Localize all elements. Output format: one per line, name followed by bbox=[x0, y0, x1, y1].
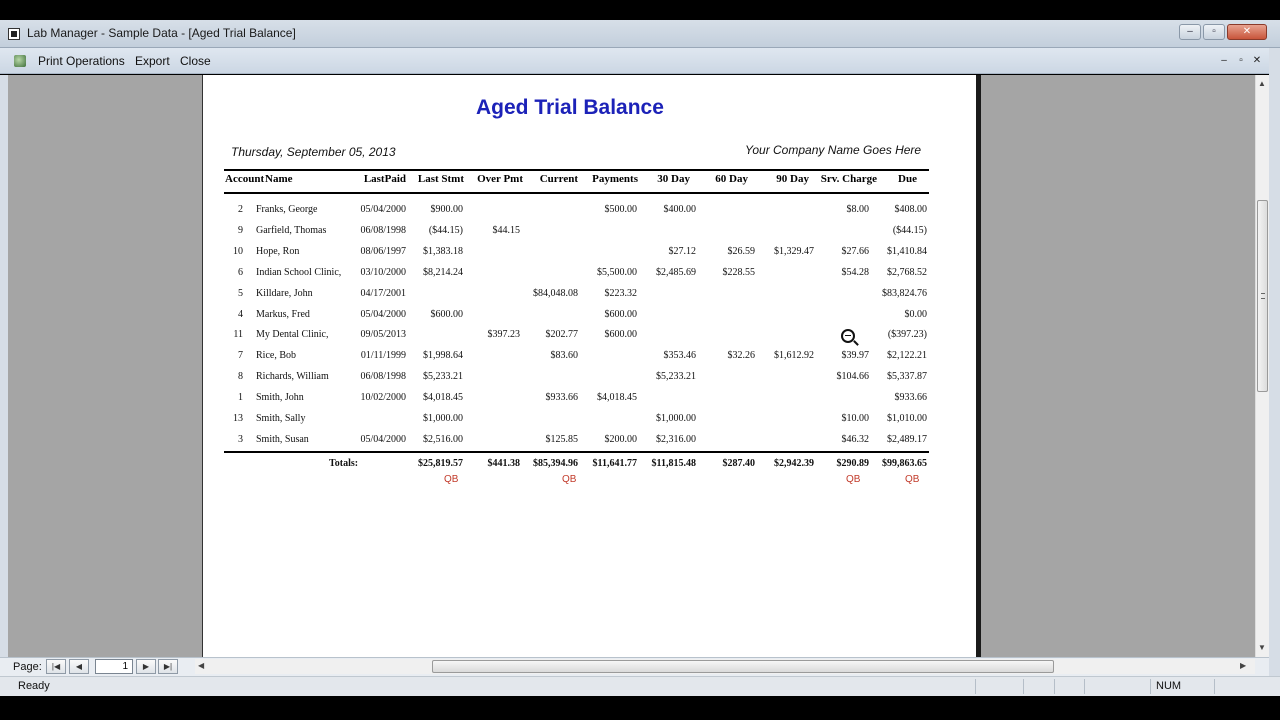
table-cell: $2,768.52 bbox=[887, 266, 927, 278]
qb-marker: QB bbox=[562, 474, 577, 485]
child-minimize-button[interactable]: – bbox=[1221, 55, 1227, 66]
table-cell: Killdare, John bbox=[256, 287, 313, 299]
table-cell: Smith, John bbox=[256, 392, 304, 404]
scroll-up-icon[interactable]: ▲ bbox=[1258, 79, 1266, 88]
table-cell: 10/02/2000 bbox=[360, 392, 406, 404]
status-pane bbox=[1023, 679, 1024, 694]
status-pane bbox=[975, 679, 976, 694]
table-cell: $83,824.76 bbox=[882, 287, 927, 299]
column-header: Last Stmt bbox=[417, 173, 464, 185]
status-bar bbox=[0, 676, 1280, 696]
table-cell: $5,500.00 bbox=[597, 266, 637, 278]
table-cell: $500.00 bbox=[604, 204, 637, 215]
table-cell: $84,048.08 bbox=[533, 287, 578, 299]
header-rule-bottom bbox=[224, 192, 929, 194]
qb-marker: QB bbox=[846, 474, 861, 485]
table-cell: Markus, Fred bbox=[256, 308, 310, 320]
totals-value: $85,394.96 bbox=[533, 458, 578, 469]
table-cell: $202.77 bbox=[545, 329, 578, 341]
next-page-button[interactable]: ▶ bbox=[136, 659, 156, 674]
menu-close[interactable]: Close bbox=[180, 54, 211, 68]
table-cell: $2,316.00 bbox=[656, 433, 696, 445]
zoom-cursor-icon bbox=[841, 329, 855, 343]
totals-value: $2,942.39 bbox=[774, 458, 814, 469]
page-number-input[interactable]: 1 bbox=[95, 659, 133, 674]
qb-marker: QB bbox=[905, 474, 920, 485]
column-header: 60 Day bbox=[715, 173, 748, 185]
qb-marker: QB bbox=[444, 474, 459, 485]
horizontal-scroll-thumb[interactable] bbox=[432, 660, 1054, 673]
table-cell: ($397.23) bbox=[887, 329, 927, 341]
table-cell: $26.59 bbox=[727, 245, 755, 257]
table-cell: 08/06/1997 bbox=[360, 245, 406, 257]
table-cell: 10 bbox=[233, 245, 243, 257]
status-ready: Ready bbox=[18, 680, 50, 692]
column-header: Account bbox=[225, 173, 265, 185]
totals-rule bbox=[224, 451, 929, 453]
table-cell: $900.00 bbox=[430, 204, 463, 215]
table-cell: $5,337.87 bbox=[887, 371, 927, 383]
grip-icon bbox=[1261, 293, 1265, 299]
totals-value: $99,863.65 bbox=[882, 458, 927, 469]
table-cell: $1,000.00 bbox=[423, 413, 463, 424]
report-page bbox=[202, 75, 976, 657]
table-cell: $0.00 bbox=[904, 308, 927, 320]
table-cell: $54.28 bbox=[841, 266, 869, 278]
table-cell: $600.00 bbox=[604, 308, 637, 320]
num-lock-indicator: NUM bbox=[1156, 680, 1182, 692]
menu-bar bbox=[0, 48, 1280, 74]
page-shadow bbox=[976, 75, 981, 657]
child-restore-button[interactable]: ▫ bbox=[1239, 55, 1243, 66]
table-cell: 04/17/2001 bbox=[360, 287, 406, 299]
table-cell: $5,233.21 bbox=[656, 371, 696, 383]
table-cell: $44.15 bbox=[492, 224, 520, 236]
vertical-scroll-thumb[interactable] bbox=[1257, 200, 1268, 392]
child-close-button[interactable]: ✕ bbox=[1252, 55, 1262, 66]
window-border bbox=[1269, 48, 1280, 720]
table-cell: $228.55 bbox=[722, 266, 755, 278]
totals-value: $25,819.57 bbox=[418, 458, 463, 469]
totals-value: $287.40 bbox=[722, 458, 755, 469]
status-pane bbox=[1054, 679, 1055, 694]
first-page-button[interactable]: |◀ bbox=[46, 659, 66, 674]
table-cell: $933.66 bbox=[894, 392, 927, 404]
table-cell: $83.60 bbox=[550, 350, 578, 362]
table-cell: 8 bbox=[238, 371, 243, 383]
table-cell: $2,489.17 bbox=[887, 433, 927, 445]
column-header: LastPaid bbox=[363, 173, 406, 185]
table-cell: $125.85 bbox=[545, 433, 578, 445]
previous-page-button[interactable]: ◀ bbox=[69, 659, 89, 674]
status-pane bbox=[1150, 679, 1151, 694]
table-cell: $600.00 bbox=[430, 308, 463, 320]
totals-label: Totals: bbox=[329, 458, 359, 469]
column-header: Over Pmt bbox=[477, 173, 523, 185]
app-icon[interactable] bbox=[8, 28, 20, 40]
table-cell: Richards, William bbox=[256, 371, 329, 383]
table-cell: Hope, Ron bbox=[256, 245, 300, 257]
table-cell: $2,122.21 bbox=[887, 350, 927, 362]
table-cell: 06/08/1998 bbox=[360, 371, 406, 383]
table-cell: 03/10/2000 bbox=[360, 266, 406, 278]
table-cell: $27.12 bbox=[668, 245, 696, 257]
table-cell: $408.00 bbox=[894, 204, 927, 215]
table-cell: $1,010.00 bbox=[887, 413, 927, 424]
table-cell: $27.66 bbox=[841, 245, 869, 257]
table-cell: $1,612.92 bbox=[774, 350, 814, 362]
table-cell: $600.00 bbox=[604, 329, 637, 341]
column-header: Payments bbox=[592, 173, 638, 185]
header-rule-top bbox=[224, 169, 929, 171]
table-cell: Smith, Susan bbox=[256, 433, 309, 445]
minimize-button[interactable]: – bbox=[1179, 24, 1201, 40]
table-cell: 11 bbox=[233, 329, 243, 341]
table-cell: 13 bbox=[233, 413, 243, 424]
table-cell: Indian School Clinic, bbox=[256, 266, 342, 278]
table-cell: 05/04/2000 bbox=[360, 433, 406, 445]
table-cell: $200.00 bbox=[604, 433, 637, 445]
table-cell: $1,329.47 bbox=[774, 245, 814, 257]
table-cell: 01/11/1999 bbox=[360, 350, 406, 362]
close-window-button[interactable]: ✕ bbox=[1227, 24, 1267, 40]
totals-value: $290.89 bbox=[836, 458, 869, 469]
window-titlebar bbox=[0, 20, 1280, 48]
table-cell: $400.00 bbox=[663, 204, 696, 215]
column-header: Name bbox=[265, 173, 293, 185]
document-icon[interactable] bbox=[14, 55, 26, 67]
table-cell: ($44.15) bbox=[892, 224, 927, 236]
table-cell: 5 bbox=[238, 287, 243, 299]
table-cell: $46.32 bbox=[841, 433, 869, 445]
column-header: Due bbox=[898, 173, 917, 185]
horizontal-scrollbar[interactable] bbox=[195, 659, 1255, 674]
table-cell: $353.46 bbox=[663, 350, 696, 362]
column-header: Srv. Charge bbox=[820, 173, 877, 185]
table-cell: $4,018.45 bbox=[423, 392, 463, 404]
totals-value: $11,815.48 bbox=[651, 458, 696, 469]
column-header: 90 Day bbox=[776, 173, 809, 185]
totals-value: $11,641.77 bbox=[592, 458, 637, 469]
scroll-right-icon[interactable]: ▶ bbox=[1240, 661, 1247, 670]
table-cell: 09/05/2013 bbox=[360, 329, 406, 341]
table-cell: 6 bbox=[238, 266, 243, 278]
table-cell: Rice, Bob bbox=[256, 350, 296, 362]
last-page-button[interactable]: ▶| bbox=[158, 659, 178, 674]
table-cell: $10.00 bbox=[841, 413, 869, 424]
table-cell: $32.26 bbox=[727, 350, 755, 362]
table-cell: 3 bbox=[238, 433, 243, 445]
table-cell: $39.97 bbox=[841, 350, 869, 362]
table-cell: $2,516.00 bbox=[423, 433, 463, 445]
table-cell: 1 bbox=[238, 392, 243, 404]
totals-value: $441.38 bbox=[487, 458, 520, 469]
menu-export[interactable]: Export bbox=[135, 54, 170, 68]
table-cell: $8.00 bbox=[846, 204, 869, 215]
table-cell: $1,998.64 bbox=[423, 350, 463, 362]
company-name: Your Company Name Goes Here bbox=[745, 143, 922, 157]
screen-bottom-edge bbox=[0, 696, 1280, 720]
table-cell: $2,485.69 bbox=[656, 266, 696, 278]
table-cell: 9 bbox=[238, 224, 243, 236]
column-header: Current bbox=[539, 173, 578, 185]
table-cell: 05/04/2000 bbox=[360, 308, 406, 320]
table-cell: 05/04/2000 bbox=[360, 204, 406, 215]
table-cell: $1,410.84 bbox=[887, 245, 927, 257]
table-cell: $933.66 bbox=[545, 392, 578, 404]
page-label: Page: bbox=[13, 661, 42, 673]
table-cell: $397.23 bbox=[487, 329, 520, 341]
table-cell: 2 bbox=[238, 204, 243, 215]
table-cell: $5,233.21 bbox=[423, 371, 463, 383]
table-cell: ($44.15) bbox=[428, 224, 463, 236]
table-cell: $104.66 bbox=[836, 371, 869, 383]
table-cell: Garfield, Thomas bbox=[256, 224, 327, 236]
table-cell: 7 bbox=[238, 350, 243, 362]
report-title: Aged Trial Balance bbox=[476, 96, 664, 119]
status-pane bbox=[1084, 679, 1085, 694]
scroll-left-icon[interactable]: ◀ bbox=[198, 661, 205, 670]
table-cell: $1,000.00 bbox=[656, 413, 696, 424]
table-cell: $4,018.45 bbox=[597, 392, 637, 404]
table-cell: $1,383.18 bbox=[423, 245, 463, 257]
menu-print-operations[interactable]: Print Operations bbox=[38, 54, 125, 68]
table-cell: My Dental Clinic, bbox=[256, 329, 329, 341]
report-date: Thursday, September 05, 2013 bbox=[231, 145, 396, 159]
table-cell: Smith, Sally bbox=[256, 413, 306, 424]
table-cell: 06/08/1998 bbox=[360, 224, 406, 236]
window-title: Lab Manager - Sample Data - [Aged Trial Balance] bbox=[27, 26, 296, 40]
table-cell: Franks, George bbox=[256, 204, 318, 215]
table-cell: $8,214.24 bbox=[423, 266, 463, 278]
scroll-down-icon[interactable]: ▼ bbox=[1258, 643, 1266, 652]
column-header: 30 Day bbox=[657, 173, 690, 185]
table-cell: $223.32 bbox=[604, 287, 637, 299]
maximize-button[interactable]: ▫ bbox=[1203, 24, 1225, 40]
vertical-scrollbar[interactable] bbox=[1255, 75, 1269, 657]
status-pane bbox=[1214, 679, 1215, 694]
table-cell: 4 bbox=[238, 308, 243, 320]
